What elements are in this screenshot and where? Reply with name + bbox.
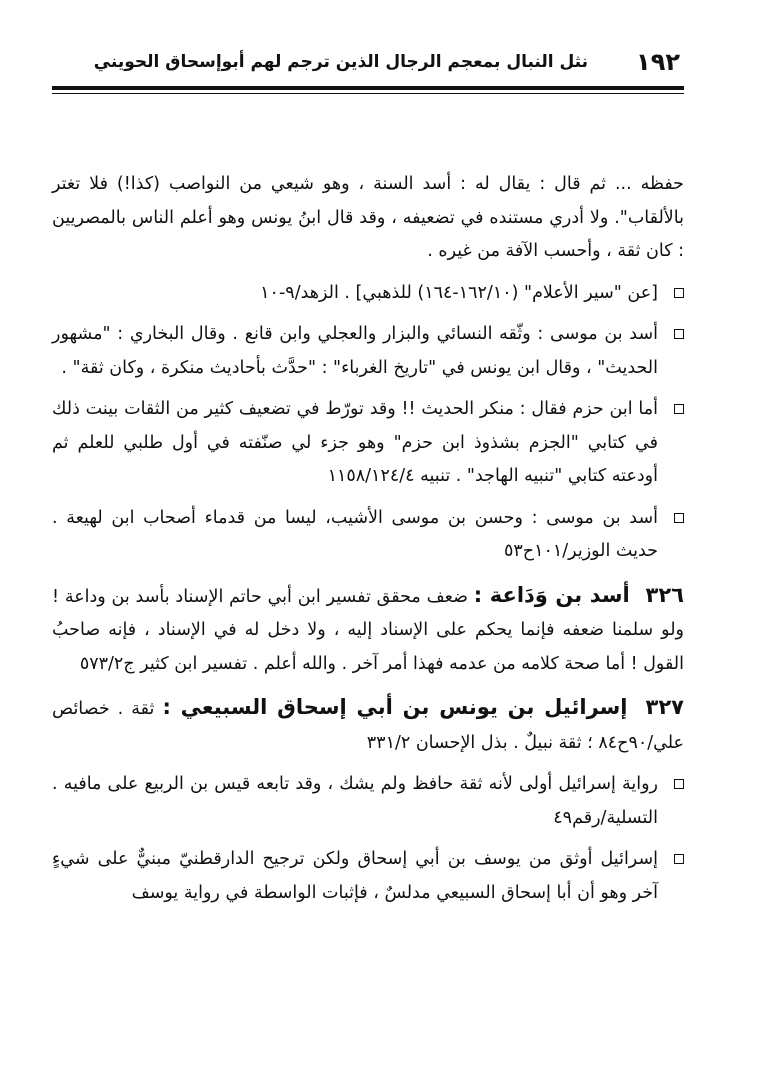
square-bullet-icon: [674, 329, 684, 339]
page-body: [52, 168, 684, 910]
bullet-item: [52, 393, 684, 494]
bullet-text: [عن "سير الأعلام" (١٦٢/١٠-١٦٤) للذهبي] . الزهد/٩-١٠: [260, 282, 658, 303]
running-title: نثل النبال بمعجم الرجال الذين ترجم لهم أبوإسحاق الحويني: [93, 52, 588, 72]
entry-326: [52, 579, 684, 682]
entry-327: [52, 691, 684, 760]
bullet-text: أما ابن حزم فقال : منكر الحديث !! وقد تورّط في تضعيف كثير من الثقات بينت ذلك في كتابي "الجزم بشذوذ ابن حزم" وهو جزء لي صنّفته في أول طلبي للعلم ثم أودعته كتابي "تنبيه الهاجد" . تنبيه ١١٥٨/١٢٤/٤: [52, 399, 658, 486]
page-header: [80, 44, 680, 84]
bullet-item: [52, 277, 684, 311]
square-bullet-icon: [674, 779, 684, 789]
square-bullet-icon: [674, 404, 684, 414]
square-bullet-icon: [674, 513, 684, 523]
bullet-text: إسرائيل أوثق من يوسف بن أبي إسحاق ولكن ترجيح الدارقطنيّ مبنيٌّ على شيءٍ آخر وهو أن أبا إسحاق السبيعي مدلسٌ ، فإثبات الواسطة في رواية يوسف: [52, 849, 658, 903]
header-rule-thin: [52, 93, 684, 94]
bullet-item: [52, 843, 684, 910]
bullet-item: [52, 502, 684, 569]
square-bullet-icon: [674, 288, 684, 298]
page-number: ١٩٢: [636, 48, 680, 76]
entry-text: ضعف محقق تفسير ابن أبي حاتم الإسناد بأسد بن وداعة ! ولو سلمنا ضعفه فإنما يحكم على الإسناد إليه ، ولا دخل له في الإسناد ، فإنه صاحبُ القول ! أما صحة كلامه من عدمه فهذا أمر آخر . والله أعلم . تفسير ابن كثير ج٥٧٣/٢: [52, 586, 684, 674]
square-bullet-icon: [674, 854, 684, 864]
bullet-item: [52, 768, 684, 835]
bullet-text: أسد بن موسى : وحسن بن موسى الأشيب، ليسا من قدماء أصحاب ابن لهيعة . حديث الوزير/١٠١ح٥٣: [52, 507, 658, 561]
paragraph: حفظه ... ثم قال : يقال له : أسد السنة ، وهو شيعي من النواصب (كذا!) فلا تغتر بالألقاب". ولا أدري مستنده في تضعيفه ، وقد قال ابنُ يونس وهو أعلم الناس بالمصريين : كان ثقة ، وأحسب الآفة من غيره .: [52, 174, 684, 261]
entry-text: ثقة . خصائص علي/٩٠ح٨٤ ؛ ثقة نبيلٌ . بذل الإحسان ٣٣١/٢: [52, 699, 684, 753]
entry-name: إسرائيل بن يونس بن أبي إسحاق السبيعي :: [162, 695, 628, 719]
entry-number: ٣٢٦: [645, 582, 684, 607]
header-rule-thick: [52, 86, 684, 90]
entry-number: ٣٢٧: [645, 695, 684, 719]
bullet-text: أسد بن موسى : وثّقه النسائي والبزار والعجلي وابن قانع . وقال البخاري : "مشهور الحديث" ، وقال ابن يونس في "تاريخ الغرباء" : "حدَّث بأحاديث منكرة ، وكان ثقة" .: [52, 324, 658, 378]
entry-name: أسد بن وَدَاعة :: [473, 582, 630, 607]
bullet-item: [52, 318, 684, 385]
bullet-text: رواية إسرائيل أولى لأنه ثقة حافظ ولم يشك ، وقد تابعه قيس بن الربيع على مافيه . التسلية/رقم٤٩: [52, 774, 658, 828]
